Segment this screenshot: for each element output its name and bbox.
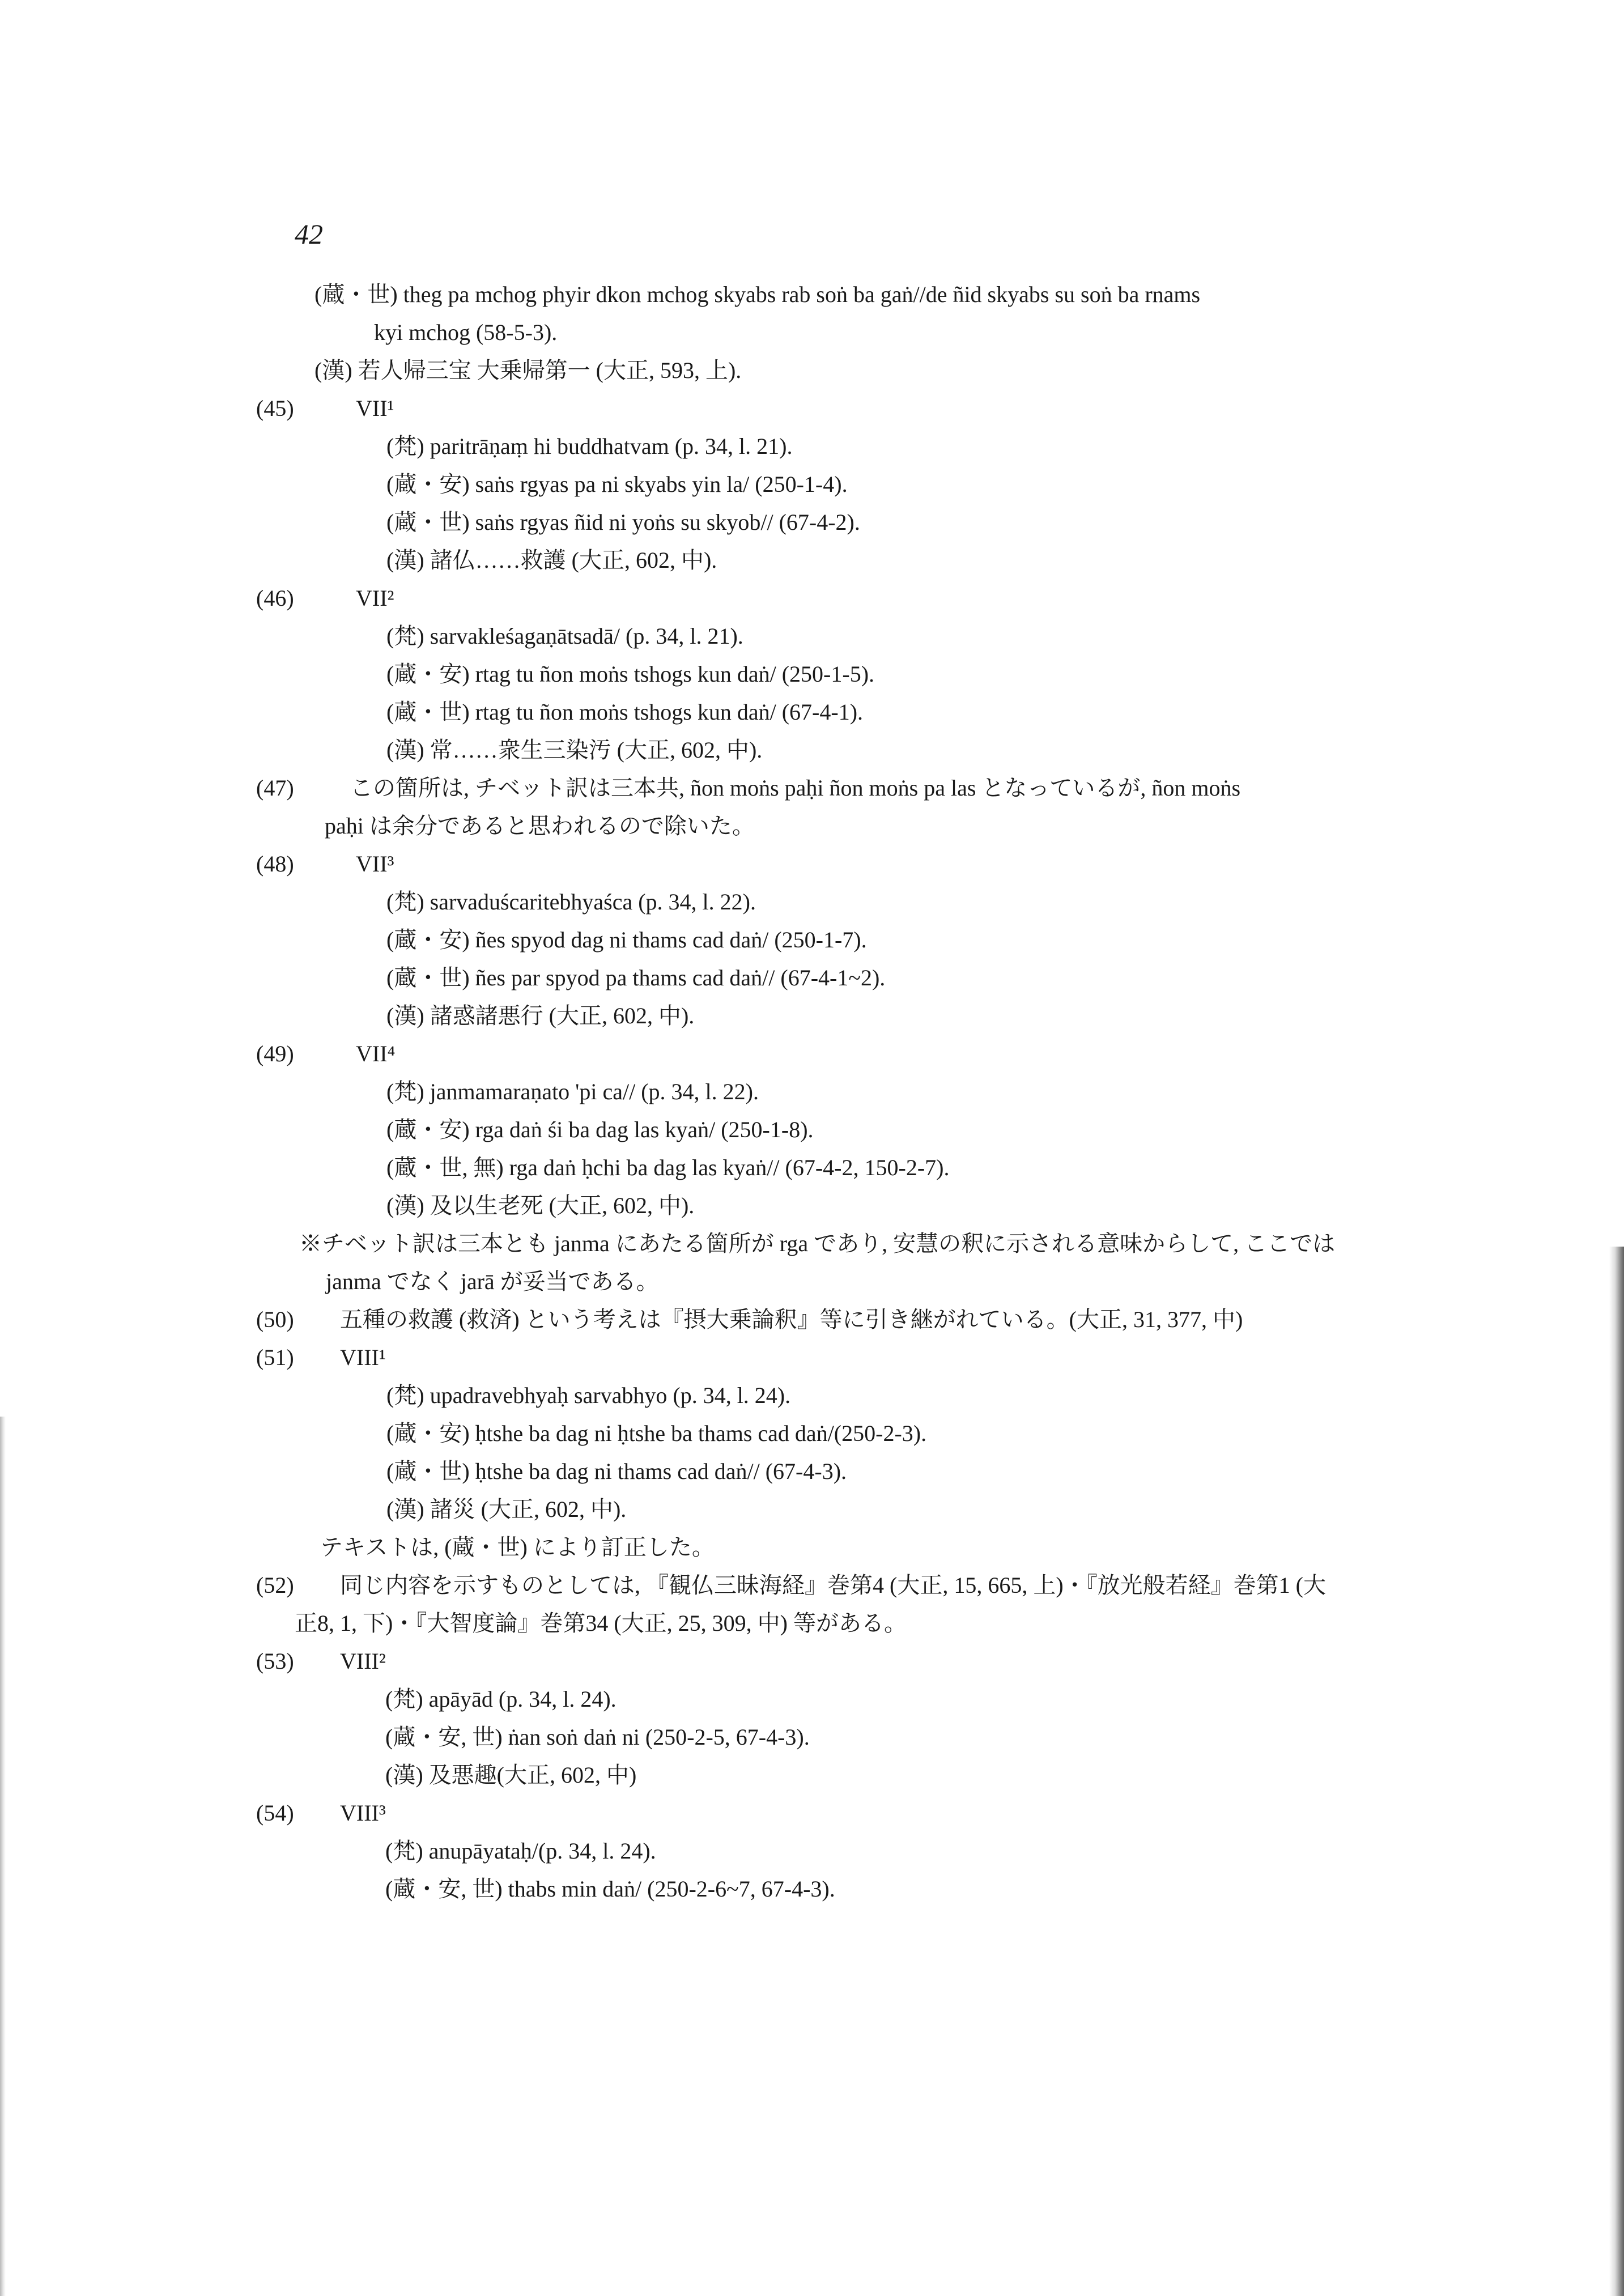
text-line: (蔵・世, 無) rga daṅ ḥchi ba dag las kyaṅ// (67-4-2, 150-2-7). xyxy=(386,1155,950,1180)
text-line: (蔵・安) ḥtshe ba dag ni ḥtshe ba thams cad daṅ/(250-2-3). xyxy=(386,1421,927,1446)
text-line: (蔵・世) theg pa mchog phyir dkon mchog skyabs rab soṅ ba gaṅ//de ñid skyabs su soṅ ba rnams xyxy=(314,282,1201,307)
text-line: (漢) 諸災 (大正, 602, 中). xyxy=(386,1496,627,1522)
page-number: 42 xyxy=(295,218,323,250)
text-line: paḥi は余分であると思われるので除いた。 xyxy=(325,813,755,839)
section-heading: VII¹ xyxy=(356,396,394,421)
note-number: (54) xyxy=(256,1800,294,1826)
section-heading: VII² xyxy=(356,585,394,611)
section-heading: VIII² xyxy=(340,1648,386,1674)
text-line: (蔵・世) ñes par spyod pa thams cad daṅ// (67-4-1~2). xyxy=(386,965,886,990)
text-line: (漢) 及以生老死 (大正, 602, 中). xyxy=(386,1193,695,1218)
text-line: (梵) paritrāṇaṃ hi buddhatvam (p. 34, l. 21). xyxy=(386,433,793,459)
note-number: (52) xyxy=(256,1572,294,1598)
scan-edge-right xyxy=(1609,1247,1624,2296)
text-line: 同じ内容を示すものとしては, 『観仏三昧海経』巻第4 (大正, 15, 665, 上)・『放光般若経』巻第1 (大 xyxy=(340,1572,1326,1598)
note-number: (49) xyxy=(256,1041,294,1066)
text-line: (蔵・世) rtag tu ñon moṅs tshogs kun daṅ/ (67-4-1). xyxy=(386,699,864,725)
section-heading: VII⁴ xyxy=(356,1041,396,1066)
text-line: (梵) apāyād (p. 34, l. 24). xyxy=(385,1686,617,1712)
text-line: (梵) janmamaraṇato 'pi ca// (p. 34, l. 22). xyxy=(386,1079,759,1104)
text-line: (漢) 若人帰三宝 大乗帰第一 (大正, 593, 上). xyxy=(314,358,742,383)
text-line: janma でなく jarā が妥当である。 xyxy=(326,1269,659,1294)
note-number: (53) xyxy=(256,1648,294,1674)
text-line: (蔵・安) rga daṅ śi ba dag las kyaṅ/ (250-1-8). xyxy=(386,1117,814,1142)
text-line: (梵) sarvaduścaritebhyaśca (p. 34, l. 22). xyxy=(386,889,756,915)
note-number: (46) xyxy=(256,585,294,611)
text-line: 正8, 1, 下)・『大智度論』巻第34 (大正, 25, 309, 中) 等がある。 xyxy=(295,1610,907,1636)
note-number: (48) xyxy=(256,851,294,877)
text-line: テキストは, (蔵・世) により訂正した。 xyxy=(320,1534,715,1560)
text-line: 五種の救護 (救済) という考えは『摂大乗論釈』等に引き継がれている。(大正, 31, 377, 中) xyxy=(340,1307,1243,1332)
text-line: ※チベット訳は三本とも janma にあたる箇所が rga であり, 安慧の釈に示される意味からして, ここでは xyxy=(299,1231,1336,1256)
text-line: (漢) 諸惑諸悪行 (大正, 602, 中). xyxy=(386,1003,695,1028)
text-line: (漢) 及悪趣(大正, 602, 中) xyxy=(385,1762,637,1788)
note-number: (50) xyxy=(256,1307,294,1332)
text-line: (梵) sarvakleśagaṇātsadā/ (p. 34, l. 21). xyxy=(386,623,743,649)
text-line: (蔵・安) saṅs rgyas pa ni skyabs yin la/ (250-1-4). xyxy=(386,471,848,497)
note-number: (51) xyxy=(256,1345,294,1370)
section-heading: VII³ xyxy=(356,851,394,877)
text-line: (梵) anupāyataḥ/(p. 34, l. 24). xyxy=(385,1838,656,1864)
text-line: (蔵・安, 世) thabs min daṅ/ (250-2-6~7, 67-4-3). xyxy=(385,1876,835,1902)
text-line: kyi mchog (58-5-3). xyxy=(374,320,558,345)
text-line: (蔵・安) ñes spyod dag ni thams cad daṅ/ (250-1-7). xyxy=(386,927,867,953)
text-line: (蔵・安) rtag tu ñon moṅs tshogs kun daṅ/ (250-1-5). xyxy=(386,661,875,687)
text-line: (梵) upadravebhyaḥ sarvabhyo (p. 34, l. 24). xyxy=(386,1383,791,1408)
note-number: (45) xyxy=(256,396,294,421)
text-line: (蔵・世) saṅs rgyas ñid ni yoṅs su skyob// (67-4-2). xyxy=(386,509,860,535)
scan-edge-left xyxy=(0,1417,6,2296)
text-line: (蔵・安, 世) ṅan soṅ daṅ ni (250-2-5, 67-4-3). xyxy=(385,1724,810,1750)
section-heading: VIII¹ xyxy=(340,1345,386,1370)
text-line: (漢) 諸仏……救護 (大正, 602, 中). xyxy=(386,547,717,573)
text-line: (蔵・世) ḥtshe ba dag ni thams cad daṅ// (67-4-3). xyxy=(386,1459,847,1484)
text-line: (漢) 常……衆生三染汚 (大正, 602, 中). xyxy=(386,737,763,763)
note-number: (47) xyxy=(256,775,294,801)
text-line: この箇所は, チベット訳は三本共, ñon moṅs paḥi ñon moṅs pa las となっているが, ñon moṅs xyxy=(350,775,1241,801)
section-heading: VIII³ xyxy=(340,1800,386,1826)
